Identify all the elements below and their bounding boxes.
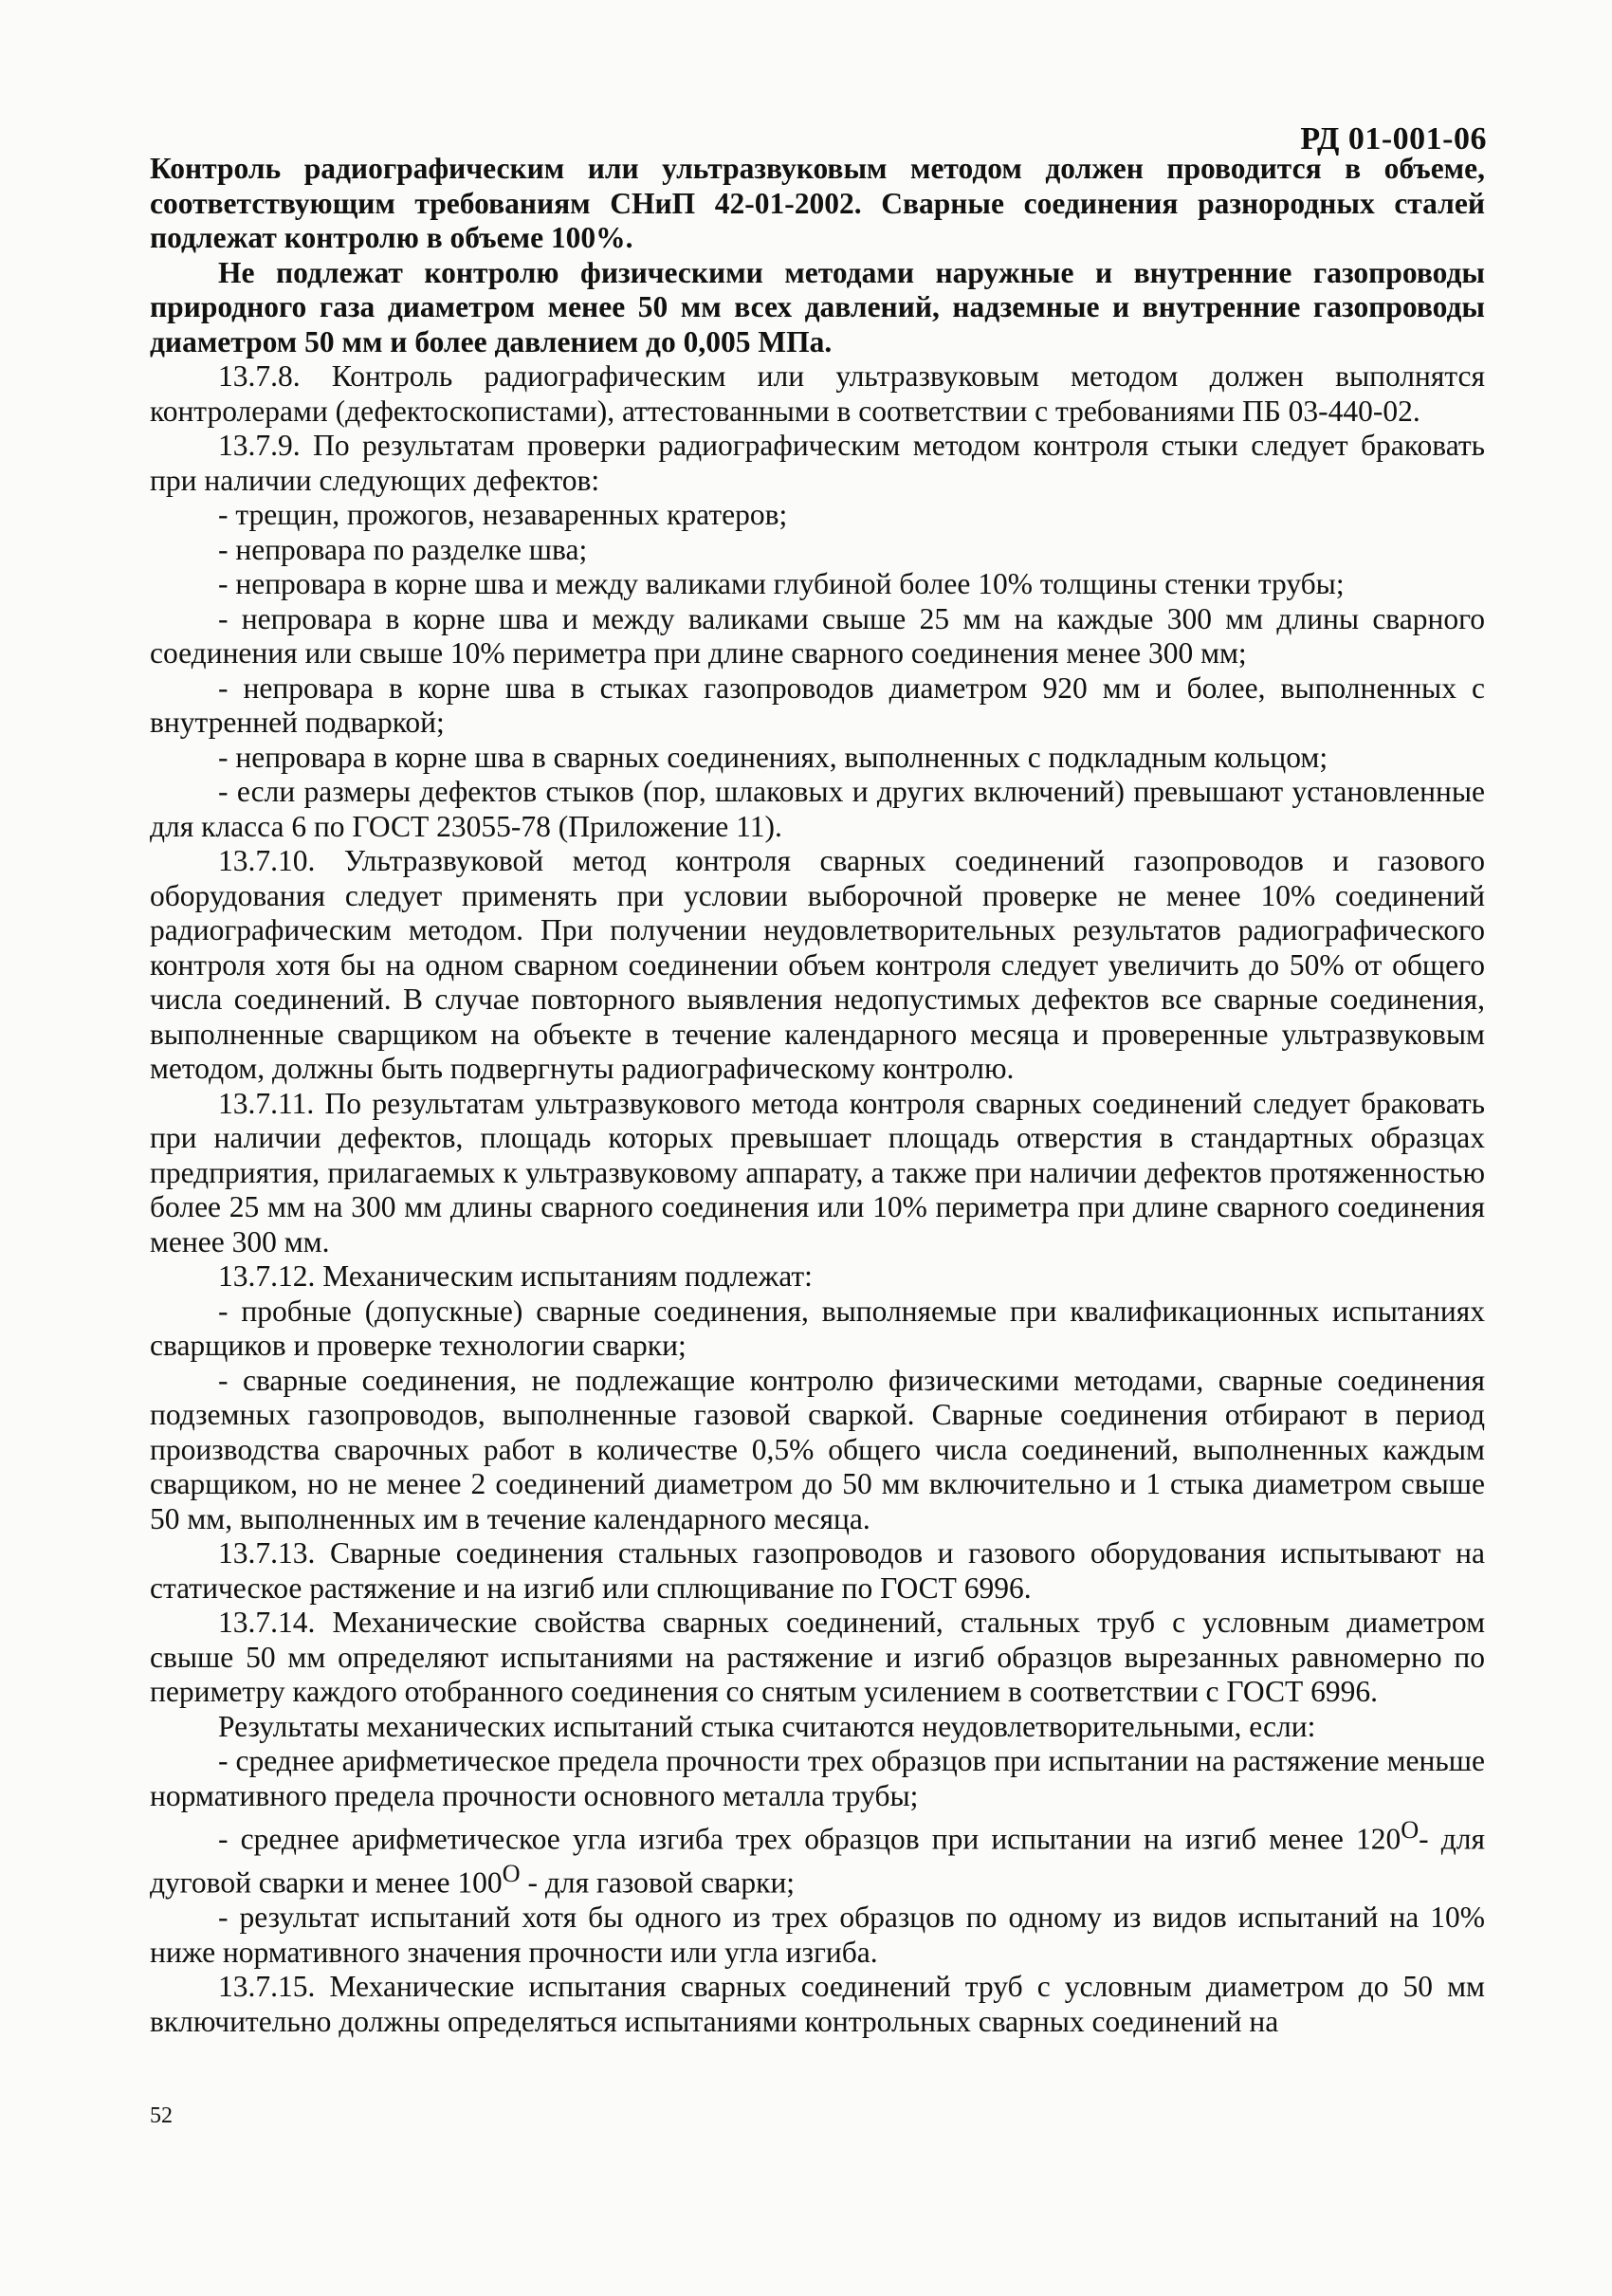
page-number: 52: [150, 2103, 173, 2128]
degree-superscript: O: [1401, 1816, 1420, 1844]
list-item: - пробные (допускные) сварные соединения, выполняемые при квалификационных испытаниях сварщиков и проверке технологии сварки;: [150, 1294, 1485, 1362]
list-item: - среднее арифметическое предела прочности трех образцов при испытании на растяжение меньше нормативного предела прочности основного металла трубы;: [150, 1744, 1485, 1812]
list-item: - непровара по разделке шва;: [218, 532, 588, 566]
list-item: - трещин, прожогов, незаваренных кратеров;: [218, 498, 788, 531]
paragraph-13-7-9: 13.7.9. По результатам проверки радиографическим методом контроля стыки следует браковать при наличии следующих дефектов:: [150, 429, 1485, 497]
bend-angle-text-1: - среднее арифметическое угла изгиба трех образцов при испытании на изгиб менее 120: [218, 1822, 1401, 1856]
list-item: - непровара в корне шва и между валиками глубиной более 10% толщины стенки трубы;: [218, 567, 1345, 600]
paragraph-13-7-8: 13.7.8. Контроль радиографическим или ультразвуковым методом должен выполнятся контролерами (дефектоскопистами), аттестованными в соответствии с требованиями ПБ 03-440-02.: [150, 359, 1485, 428]
document-code: РД 01-001-06: [1300, 121, 1487, 156]
bend-angle-text-3: - для газовой сварки;: [520, 1865, 796, 1900]
paragraph-not-subject: Не подлежат контролю физическими методами наружные и внутренние газопроводы природного газа диаметром менее 50 мм всех давлений, надземные и внутренние газопроводы диаметром 50 мм и более давлением до 0,005 МПа.: [150, 255, 1485, 358]
list-item: - сварные соединения, не подлежащие контролю физическими методами, сварные соединения подземных газопроводов, выполненные газовой сваркой. Сварные соединения отбирают в период производства сварочных работ в количестве 0,5% общего числа соединений, выполненных каждым сварщиком, но не менее 2 соединений диаметром до 50 мм включительно и 1 стыка диаметром свыше 50 мм, выполненных им в течение календарного месяца.: [150, 1363, 1485, 1535]
paragraph-control-volume: Контроль радиографическим или ультразвуковым методом должен проводится в объеме, соответствующим требованиям СНиП 42-01-2002. Сварные соединения разнородных сталей подлежат контролю в объеме 100%.: [150, 152, 1485, 254]
paragraph-13-7-10: 13.7.10. Ультразвуковой метод контроля сварных соединений газопроводов и газового оборудования следует применять при условии выборочной проверке не менее 10% соединений радиографическим методом. При получении неудовлетворительных результатов радиографического контроля хотя бы на одном сварном соединении объем контроля следует увеличить до 50% от общего числа соединений. В случае повторного выявления недопустимых дефектов все сварные соединения, выполненные сварщиком на объекте в течение календарного месяца и проверенные ультразвуковым методом, должны быть подвергнуты радиографическому контролю.: [150, 844, 1485, 1085]
paragraph-13-7-12: 13.7.12. Механическим испытаниям подлежат:: [218, 1259, 813, 1293]
list-item: - если размеры дефектов стыков (пор, шлаковых и других включений) превышают установленные для класса 6 по ГОСТ 23055-78 (Приложение 11).: [150, 775, 1485, 843]
paragraph-13-7-11: 13.7.11. По результатам ультразвукового метода контроля сварных соединений следует браковать при наличии дефектов, площадь которых превышает площадь отверстия в стандартных образцах предприятия, прилагаемых к ультразвуковому аппарату, а также при наличии дефектов протяженностью более 25 мм на 300 мм длины сварного соединения или 10% периметра при длине сварного соединения менее 300 мм.: [150, 1086, 1485, 1258]
document-body: [150, 152, 1485, 2039]
list-item-bend-angle: [150, 1813, 1485, 1901]
list-item: - непровара в корне шва в стыках газопроводов диаметром 920 мм и более, выполненных с внутренней подваркой;: [150, 670, 1485, 739]
paragraph-results: Результаты механических испытаний стыка считаются неудовлетворительными, если:: [218, 1709, 1316, 1743]
degree-superscript: O: [502, 1860, 521, 1887]
paragraph-13-7-13: 13.7.13. Сварные соединения стальных газопроводов и газового оборудования испытывают на статическое растяжение и на изгиб или сплющивание по ГОСТ 6996.: [150, 1536, 1485, 1605]
paragraph-13-7-14: 13.7.14. Механические свойства сварных соединений, стальных труб с условным диаметром свыше 50 мм определяют испытаниями на растяжение и изгиб образцов вырезанных равномерно по периметру каждого отобранного соединения со снятым усилением в соответствии с ГОСТ 6996.: [150, 1606, 1485, 1708]
paragraph-13-7-15: 13.7.15. Механические испытания сварных соединений труб с условным диаметром до 50 мм включительно должны определяться испытаниями контрольных сварных соединений на: [150, 1970, 1485, 2038]
list-item: - непровара в корне шва и между валиками свыше 25 мм на каждые 300 мм длины сварного соединения или свыше 10% периметра при длине сварного соединения менее 300 мм;: [150, 601, 1485, 670]
bend-angle-text-2: - для дуговой сварки и менее 100: [150, 1822, 1485, 1900]
list-item: - результат испытаний хотя бы одного из трех образцов по одному из видов испытаний на 10% ниже нормативного значения прочности или угла изгиба.: [150, 1901, 1485, 1969]
list-item: - непровара в корне шва в сварных соединениях, выполненных с подкладным кольцом;: [218, 740, 1328, 774]
